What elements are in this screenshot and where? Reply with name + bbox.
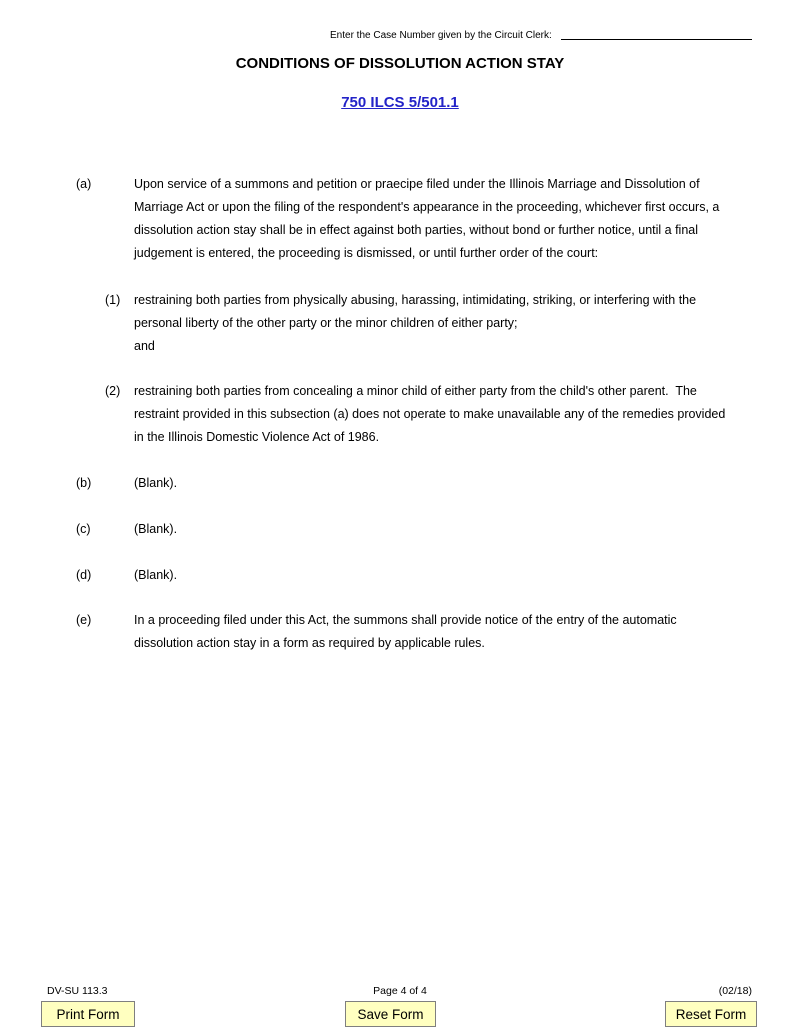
section-marker: (e) [76,613,92,627]
statute-link[interactable]: 750 ILCS 5/501.1 [341,94,459,111]
page-title: CONDITIONS OF DISSOLUTION ACTION STAY [235,55,565,72]
subsection-marker: (2) [105,384,121,398]
form-id: DV-SU 113.3 [47,985,108,997]
text-line: restraining both parties from concealing a minor child of either party from the child's other parent. The [134,384,697,398]
section-text [134,518,177,541]
section-text [134,472,177,495]
section-text [134,564,177,587]
text-line: Upon service of a summons and petition or praecipe filed under the Illinois Marriage and Dissolution of [134,177,700,191]
text-line: and [134,339,155,353]
text-line: In a proceeding filed under this Act, the summons shall provide notice of the entry of the automatic [134,613,677,627]
subsection-text [134,289,696,358]
text-line: judgement is entered, the proceeding is dismissed, or until further order of the court: [134,246,599,260]
reset-form-button[interactable]: Reset Form [665,1001,757,1027]
text-line: restraint provided in this subsection (a) does not operate to make unavailable any of the remedies provided [134,407,726,421]
text-line: dissolution action stay in a form as required by applicable rules. [134,636,485,650]
section-text [134,173,719,265]
revision-date: (02/18) [718,985,752,997]
subsection-marker: (1) [105,293,121,307]
page-number: Page 4 of 4 [373,985,427,997]
statute-row [0,93,800,113]
text-line: (Blank). [134,568,178,582]
section-marker: (b) [76,476,92,490]
text-line: (Blank). [134,522,178,536]
save-form-button[interactable]: Save Form [345,1001,436,1027]
text-line: Marriage Act or upon the filing of the respondent's appearance in the proceeding, whichever first occurs, a [134,200,720,214]
text-line: restraining both parties from physically abusing, harassing, intimidating, striking, or interfering with the [134,293,697,307]
section-marker: (d) [76,568,92,582]
section-marker: (c) [76,522,91,536]
text-line: personal liberty of the other party or the minor children of either party; [134,316,518,330]
case-number-input[interactable] [561,28,752,40]
text-line: in the Illinois Domestic Violence Act of 1986. [134,430,380,444]
case-number-label: Enter the Case Number given by the Circuit Clerk: [330,30,552,41]
text-line: dissolution action stay shall be in effect against both parties, without bond or further notice, until a final [134,223,698,237]
section-marker: (a) [76,177,92,191]
print-form-button[interactable]: Print Form [41,1001,135,1027]
text-line: (Blank). [134,476,178,490]
subsection-text [134,380,725,449]
section-text [134,609,677,655]
